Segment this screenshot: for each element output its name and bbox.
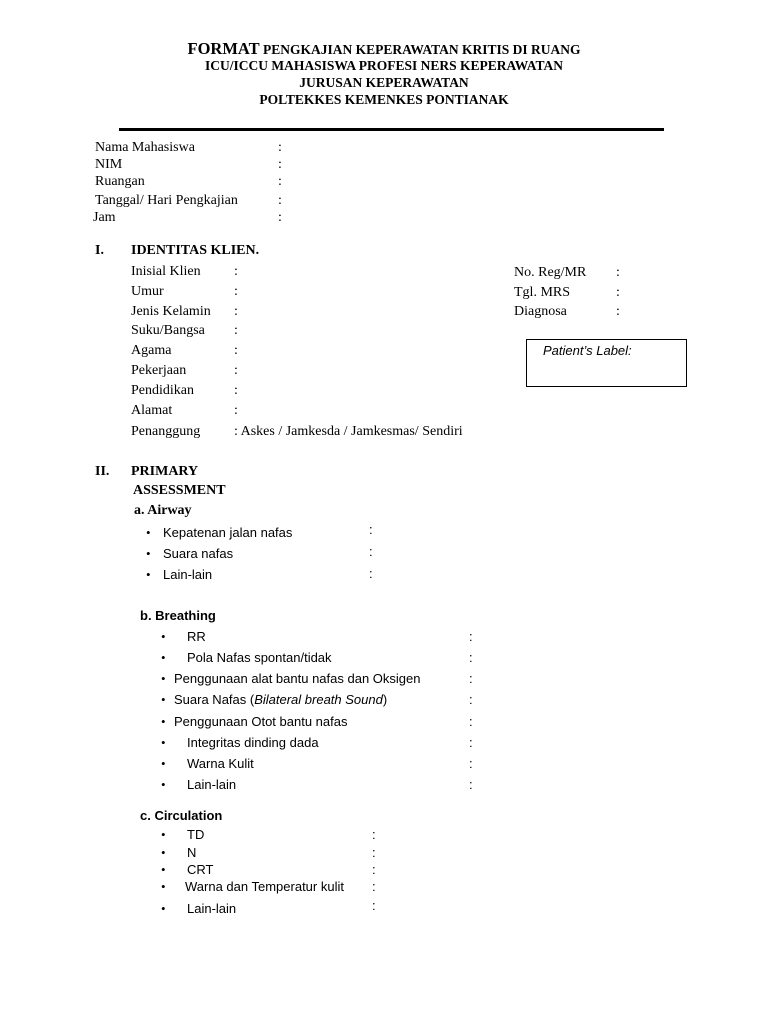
suara-nafas-close-paren: ) (382, 692, 388, 707)
colon: : (372, 845, 376, 860)
bullet-icon: • (146, 567, 151, 582)
colon: : (469, 714, 473, 729)
item-suara-nafas: Suara nafas (163, 546, 234, 561)
item-alat-bantu-nafas: Penggunaan alat bantu nafas dan Oksigen (174, 671, 421, 686)
colon: : (369, 566, 373, 581)
colon: : (234, 363, 238, 378)
colon: : (278, 210, 282, 225)
colon: : (278, 140, 282, 155)
colon: : (469, 735, 473, 750)
item-suara-nafas-label: Suara Nafas ( (174, 692, 255, 707)
label-nim: NIM (95, 157, 123, 172)
item-crt: CRT (187, 862, 214, 877)
colon: : (469, 692, 473, 707)
bullet-icon: • (161, 845, 166, 860)
item-rr: RR (187, 629, 206, 644)
patient-label-box (526, 339, 687, 387)
patient-label-text: Patient’s Label: (543, 343, 632, 358)
bullet-icon: • (146, 546, 151, 561)
bullet-icon: • (161, 692, 166, 707)
colon: : (234, 284, 238, 299)
bullet-icon: • (161, 777, 166, 792)
colon: : (616, 265, 620, 280)
label-ruangan: Ruangan (95, 174, 145, 189)
section-2-title-line-2: ASSESSMENT (133, 483, 226, 498)
colon: : (469, 756, 473, 771)
bullet-icon: • (161, 756, 166, 771)
airway-heading: a. Airway (134, 503, 192, 518)
bullet-icon: • (161, 879, 166, 894)
colon: : (278, 157, 282, 172)
penanggung-options: : Askes / Jamkesda / Jamkesmas/ Sendiri (234, 424, 463, 439)
colon: : (372, 827, 376, 842)
item-lain-lain: Lain-lain (187, 901, 237, 916)
colon: : (372, 898, 376, 913)
colon: : (369, 544, 373, 559)
colon: : (469, 777, 473, 792)
label-alamat: Alamat (131, 403, 173, 418)
form-title-rest: PENGKAJIAN KEPERAWATAN KRITIS DI RUANG (262, 42, 581, 57)
colon: : (372, 862, 376, 877)
breathing-heading: b. Breathing (140, 608, 216, 623)
bullet-icon: • (161, 735, 166, 750)
item-lain-lain: Lain-lain (187, 777, 237, 792)
label-agama: Agama (131, 343, 172, 358)
item-integritas-dinding-dada: Integritas dinding dada (187, 735, 319, 750)
label-penanggung: Penanggung (131, 424, 201, 439)
label-pendidikan: Pendidikan (131, 383, 194, 398)
section-2-number: II. (95, 464, 110, 479)
item-otot-bantu-nafas: Penggunaan Otot bantu nafas (174, 714, 348, 729)
colon: : (234, 383, 238, 398)
item-pola-nafas: Pola Nafas spontan/tidak (187, 650, 332, 665)
colon: : (369, 522, 373, 537)
section-1-number: I. (95, 243, 104, 258)
colon: : (372, 879, 376, 894)
label-jam: Jam (93, 210, 116, 225)
bullet-icon: • (161, 862, 166, 877)
bullet-icon: • (161, 629, 166, 644)
section-1-title: IDENTITAS KLIEN. (131, 243, 260, 258)
label-suku-bangsa: Suku/Bangsa (131, 323, 205, 338)
label-jenis-kelamin: Jenis Kelamin (131, 304, 211, 319)
circulation-heading: c. Circulation (140, 808, 223, 823)
label-pekerjaan: Pekerjaan (131, 363, 187, 378)
item-warna-kulit: Warna Kulit (187, 756, 254, 771)
colon: : (469, 650, 473, 665)
form-title-line-3: JURUSAN KEPERAWATAN (299, 75, 469, 90)
label-umur: Umur (131, 284, 164, 299)
label-diagnosa: Diagnosa (514, 304, 567, 319)
colon: : (234, 304, 238, 319)
bullet-icon: • (161, 901, 166, 916)
bullet-icon: • (161, 827, 166, 842)
colon: : (616, 285, 620, 300)
item-n: N (187, 845, 197, 860)
colon: : (234, 343, 238, 358)
header-divider (119, 128, 664, 131)
label-tanggal-hari: Tanggal/ Hari Pengkajian (95, 193, 238, 208)
colon: : (469, 671, 473, 686)
form-title-line-1 (0, 39, 768, 59)
section-2-title-line-1: PRIMARY (131, 464, 199, 479)
colon: : (234, 323, 238, 338)
colon: : (234, 264, 238, 279)
colon: : (469, 629, 473, 644)
label-nama-mahasiswa: Nama Mahasiswa (95, 140, 195, 155)
colon: : (278, 193, 282, 208)
bullet-icon: • (161, 714, 166, 729)
item-td: TD (187, 827, 205, 842)
item-suara-nafas-bilateral (174, 692, 387, 707)
label-tgl-mrs: Tgl. MRS (514, 285, 571, 300)
bullet-icon: • (161, 671, 166, 686)
bullet-icon: • (146, 525, 151, 540)
bilateral-breath-sound-text: Bilateral breath Sound (254, 692, 383, 707)
form-title-line-2: ICU/ICCU MAHASISWA PROFESI NERS KEPERAWATAN (204, 58, 564, 73)
colon: : (278, 174, 282, 189)
colon: : (616, 304, 620, 319)
bullet-icon: • (161, 650, 166, 665)
item-kepatenan-jalan-nafas: Kepatenan jalan nafas (163, 525, 293, 540)
item-lain-lain: Lain-lain (163, 567, 213, 582)
colon: : (234, 403, 238, 418)
label-inisial-klien: Inisial Klien (131, 264, 201, 279)
form-title-line-4: POLTEKKES KEMENKES PONTIANAK (259, 92, 509, 107)
label-no-reg-mr: No. Reg/MR (514, 265, 587, 280)
item-warna-temperatur-kulit: Warna dan Temperatur kulit (185, 879, 344, 894)
form-title-format: FORMAT (187, 39, 260, 58)
